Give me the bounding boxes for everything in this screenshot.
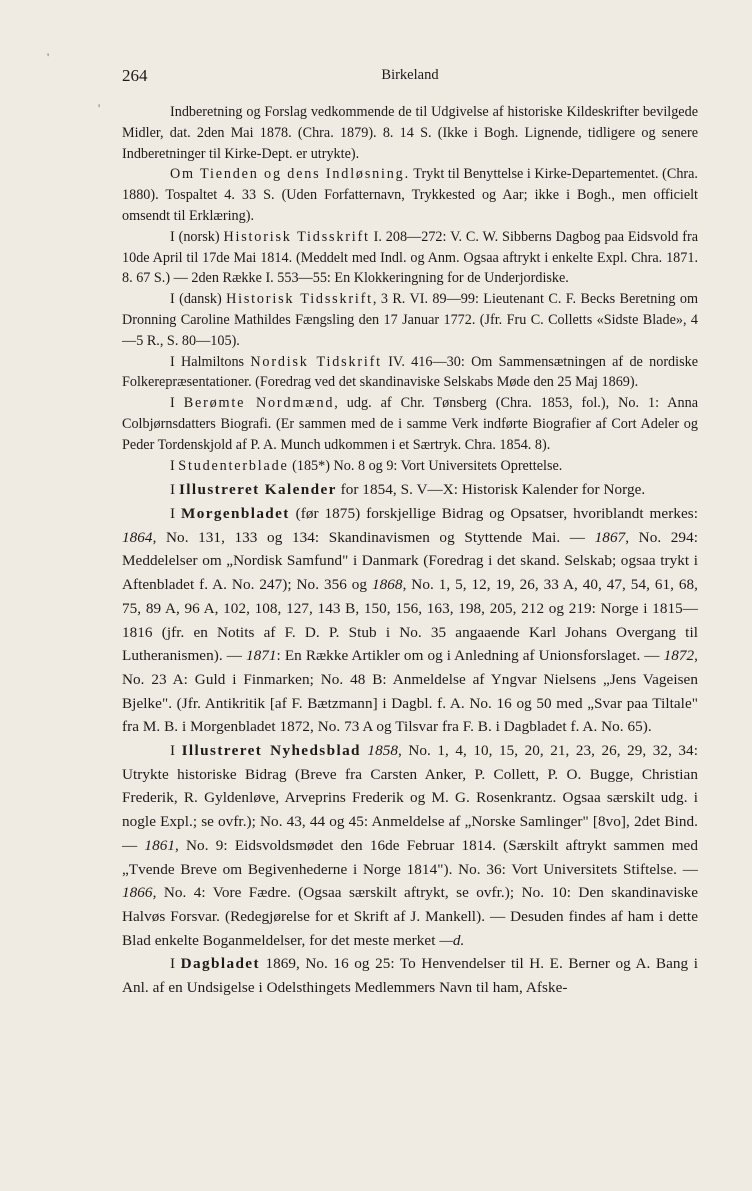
emphasized-text: 1864 — [122, 528, 153, 546]
margin-mark: ' — [47, 50, 50, 64]
emphasized-text: Studenterblade — [178, 457, 289, 474]
entry-text: I — [170, 955, 181, 973]
entry-text: I. 208—272: V. C. W. Sibberns Dagbog paa Eidsvold fra 10de April til 17de Mai 1814. (Meddelt med Indl. og Anm. Ogsaa aftrykt i enkelte Expl. Chra. 1871. 8. 67 S.) — 2den Række I. 553—55: En Klokkeringning for de Underjordiske. — [122, 228, 698, 287]
entry-text: , No. 1, 4, 10, 15, 20, 21, 23, 26, 29, 32, 34: Utrykte historiske Bidrag (Breve fra Carsten Anker, P. Collett, P. O. Bugge, Christian Frederik, R. Gyldenløve, Arveprins Frederik og M. G. Rosenkrantz. Ogsaa særskilt udg. i nogle Expl.; se ovfr.); No. 43, 44 og 45: Anmeldelse af „Norske Samlinger" [8vo], 2det Bind. — — [122, 742, 698, 854]
emphasized-text: 1868 — [371, 576, 403, 594]
bibliography-entry-p5 — [122, 352, 698, 394]
entry-text: Trykt til Benyttelse i Kirke-Departementet. (Chra. 1880). Tospaltet 4. 33 S. (Uden Forfatternavn, Trykkested og Aar; ikke i Bogh., men officielt omsendt til Erklæring). — [122, 166, 698, 224]
entry-text: : En Række Artikler om og i Anledning af Unionsforslaget. — — [276, 647, 664, 665]
page-header — [122, 66, 698, 88]
entry-text: IV. 416—30: Om Sammensætningen af de nordiske Folkerepræsentationer. (Foredrag ved det skandinaviske Selskabs Møde den 25 Maj 1869). — [122, 353, 698, 391]
entry-text: for 1854, S. V—X: Historisk Kalender for Norge. — [336, 481, 646, 499]
emphasized-text: Om Tienden og dens Indløsning. — [170, 166, 410, 183]
emphasized-text: —d. — [439, 931, 465, 949]
emphasized-text: 1866 — [122, 884, 153, 902]
emphasized-text: 1872 — [663, 647, 695, 665]
entry-text: I (dansk) — [170, 291, 227, 308]
bibliography-entry-p3 — [122, 227, 698, 289]
entry-text: , No. 1, 5, 12, 19, 26, 33 A, 40, 47, 54, 61, 68, 75, 89 A, 96 A, 102, 108, 127, 143 B, 150, 156, 163, 198, 205, 212 og 219: Norge i 1815—1816 (jfr. en Notits af F. D. P. Stub i No. 35 angaaende Karl Johans Overgang til Lutheranismen). — — [122, 576, 699, 665]
emphasized-text: Illustreret Nyhedsblad — [181, 742, 361, 760]
entry-text: I — [170, 457, 179, 474]
emphasized-text: Historisk Tidsskrift — [226, 291, 373, 308]
entry-text: , No. 9: Eidsvoldsmødet den 16de Februar 1814. (Særskilt aftrykt sammen med „Tvende Breve om Begivenhederne i Norge 1814"). No. 36: Vort Universitets Stiftelse. — — [122, 836, 698, 878]
emphasized-text: Dagbladet — [180, 955, 260, 973]
emphasized-text: 1867 — [594, 528, 626, 546]
entry-text: I — [170, 742, 182, 760]
emphasized-text: Berømte Nordmænd — [183, 395, 335, 412]
entry-text: (før 1875) forskjellige Bidrag og Opsatser, hvoriblandt merkes: — [289, 505, 698, 523]
entry-text: I (norsk) — [170, 228, 224, 245]
bibliography-entry-p6 — [122, 393, 698, 455]
emphasized-text: 1871 — [245, 647, 277, 665]
emphasized-text: Nordisk Tidskrift — [250, 353, 382, 370]
bibliography-entry-p9 — [122, 502, 698, 739]
entry-text: I — [170, 481, 179, 499]
running-head: Birkeland — [381, 67, 439, 83]
emphasized-text: Morgenbladet — [181, 505, 290, 523]
emphasized-text: 1858 — [367, 742, 398, 760]
bibliography-entry-p10 — [122, 739, 698, 952]
bibliography-text — [122, 102, 698, 1000]
emphasized-text: Historisk Tidsskrift — [223, 228, 370, 245]
bibliography-entry-p1 — [122, 102, 698, 164]
entry-text: , No. 23 A: Guld i Finmarken; No. 48 B: Anmeldelse af Yngvar Nielsens „Jens Vageisen Bjelke". (Jfr. Antikritik [af F. Bætzmann] i Dagbl. f. A. No. 16 og 50 med „Svar paa Tiltale" fra M. B. i Morgenbladet 1872, No. 73 A og Tilsvar fra F. B. i Dagbladet f. A. No. 65). — [122, 647, 698, 736]
entry-text: I Halmiltons — [170, 353, 251, 370]
entry-text: 1869, No. 16 og 25: To Henvendelser til H. E. Berner og A. Bang i Anl. af en Undsigelse i Odelsthingets Medlemmers Navn til ham, Afske- — [122, 955, 698, 997]
emphasized-text: 1861 — [144, 836, 175, 854]
entry-text: , No. 294: Meddelelser om „Nordisk Samfund" i Danmark (Foredrag i det skand. Selskab; ogsaa trykt i Aftenbladet f. A. No. 247); No. 356 og — [122, 528, 698, 594]
bibliography-entry-p4 — [122, 289, 698, 351]
bibliography-entry-p7 — [122, 456, 698, 477]
entry-text: I — [170, 395, 184, 412]
entry-text: (185*) No. 8 og 9: Vort Universitets Oprettelse. — [288, 457, 563, 474]
entry-text: Indberetning og Forslag vedkommende de til Udgivelse af historiske Kildeskrifter bevilgede Midler, dat. 2den Mai 1878. (Chra. 1879). 8. 14 S. (Ikke i Bogh. Lignende, tidligere og senere Indberetninger til Kirke-Dept. er utrykte). — [122, 104, 698, 162]
entry-text: I — [170, 505, 181, 523]
entry-text: , No. 4: Vore Fædre. (Ogsaa særskilt aftrykt, se ovfr.); No. 10: Den skandinaviske Halvøs Forsvar. (Redegjørelse for et Skrift af J. Mankell). — Desuden findes af ham i dette Blad enkelte Boganmeldelser, for det meste merket — [122, 884, 698, 949]
entry-text: , 3 R. VI. 89—99: Lieutenant C. F. Becks Beretning om Dronning Caroline Mathildes Fængsling den 17 Januar 1772. (Jfr. Fru C. Colletts «Sidste Blade», 4—5 R., S. 80—105). — [122, 291, 698, 349]
bibliography-entry-p8 — [122, 478, 698, 502]
entry-text: , No. 131, 133 og 134: Skandinavismen og Styttende Mai. — — [152, 528, 595, 546]
margin-mark: ' — [98, 101, 101, 115]
bibliography-entry-p11 — [122, 952, 698, 999]
page-number: 264 — [122, 66, 148, 85]
bibliography-entry-p2 — [122, 164, 698, 226]
entry-text: , udg. af Chr. Tønsberg (Chra. 1853, fol.), No. 1: Anna Colbjørnsdatters Biografi. (Er sammen med de i samme Verk indførte Biografier af Cort Adeler og Peder Tordenskjold af P. A. Munch udkommen i et Særtryk. Chra. 1854. 8). — [122, 395, 698, 453]
emphasized-text: Illustreret Kalender — [178, 481, 337, 499]
